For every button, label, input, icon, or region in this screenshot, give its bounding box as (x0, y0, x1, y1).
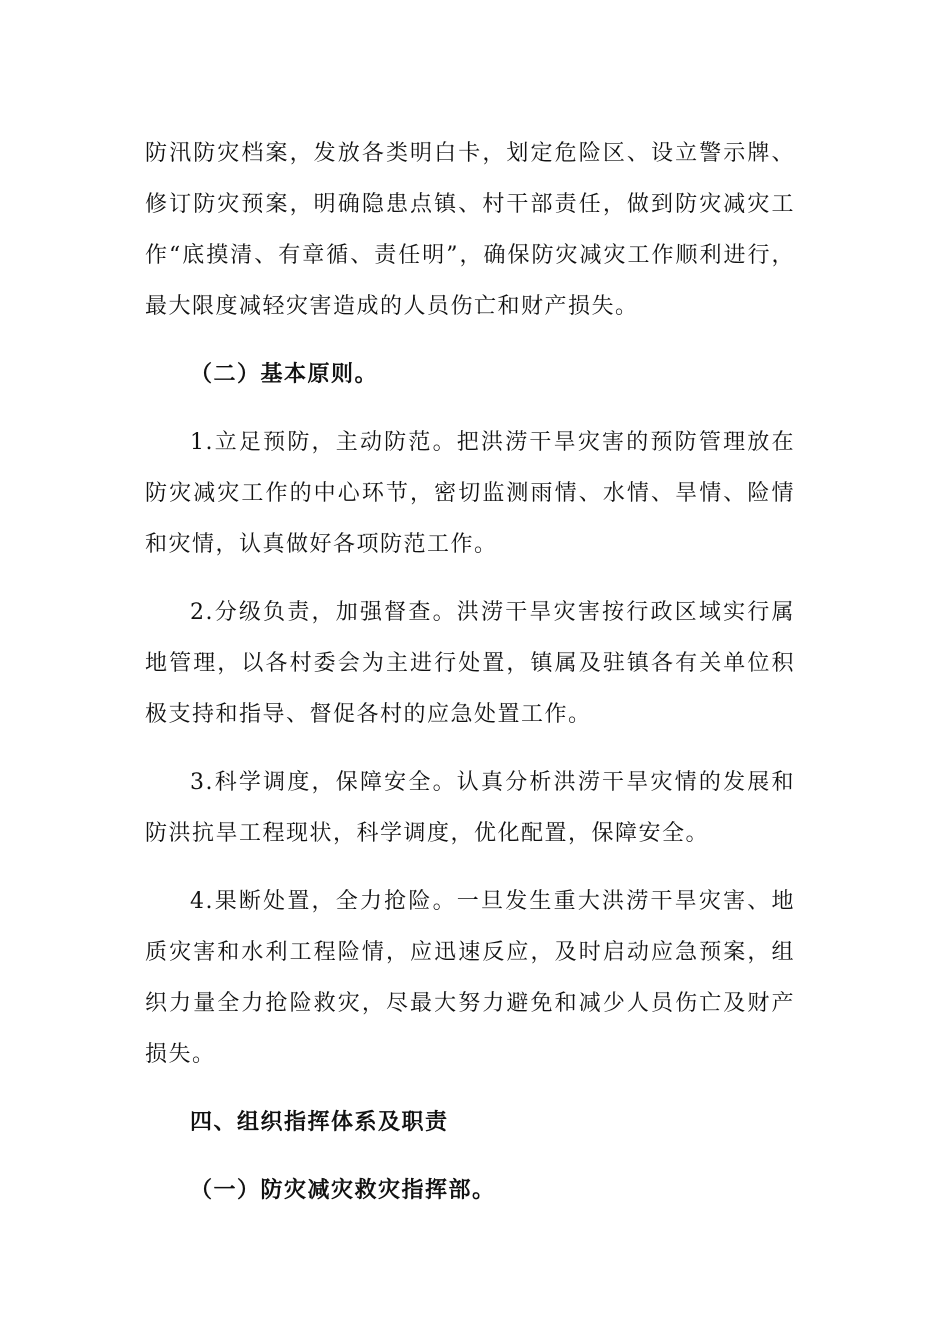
paragraph-principle-1: 1.立足预防，主动防范。把洪涝干旱灾害的预防管理放在防灾减灾工作的中心环节，密切监测雨情、水情、旱情、险情和灾情，认真做好各项防范工作。 (145, 430, 795, 557)
section-heading-command-hq: （一）防灾减灾救灾指挥部。 (190, 1178, 496, 1203)
section-heading-command-system: 四、组织指挥体系及职责 (190, 1110, 449, 1135)
section-heading-basic-principles: （二）基本原则。 (190, 362, 379, 387)
paragraph-principle-4: 4.果断处置，全力抢险。一旦发生重大洪涝干旱灾害、地质灾害和水利工程险情，应迅速反应，及时启动应急预案，组织力量全力抢险救灾，尽最大努力避免和减少人员伤亡及财产损失。 (145, 889, 795, 1067)
paragraph-principle-3: 3.科学调度，保障安全。认真分析洪涝干旱灾情的发展和防洪抗旱工程现状，科学调度，优化配置，保障安全。 (145, 770, 795, 846)
paragraph-principle-2: 2.分级负责，加强督查。洪涝干旱灾害按行政区域实行属地管理，以各村委会为主进行处置，镇属及驻镇各有关单位积极支持和指导、督促各村的应急处置工作。 (145, 600, 795, 727)
paragraph-continuation: 防汛防灾档案，发放各类明白卡，划定危险区、设立警示牌、修订防灾预案，明确隐患点镇、村干部责任，做到防灾减灾工作“底摸清、有章循、责任明”，确保防灾减灾工作顺利进行，最大限度减轻灾害造成的人员伤亡和财产损失。 (145, 141, 795, 319)
document-page (145, 128, 795, 1216)
